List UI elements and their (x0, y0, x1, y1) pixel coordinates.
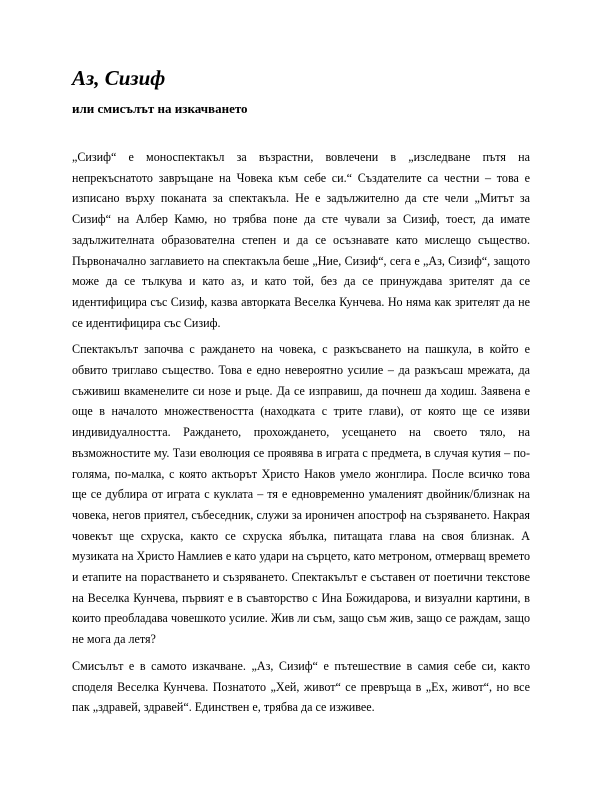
article-title: Аз, Сизиф (72, 66, 166, 90)
document-page (72, 66, 530, 724)
paragraph-conclusion: Смисълът е в самото изкачване. „Аз, Сизиф“ е пътешествие в самия себе си, както споделя Веселка Кунчева. Познатото „Хей, живот“ се превръща в „Ех, живот“, но все пак „здравей, здравей“. Единствен е, трябва да се изживее. (72, 658, 530, 715)
paragraph-performance: Спектакълът започва с раждането на човека, с разкъсването на пашкула, в който е обвито триглаво същество. Това е едно невероятно усилие – да разкъсаш мрежата, да съживиш вкаменелите си нозе и ръце. Да се изправиш, да почнеш да ходиш. Заявена е още в началото множествеността (находката с трите глави), от която ще се изяви индивидуалността. Раждането, прохождането, усещането на своето тяло, на възможностите му. Тази еволюция се проявява в играта с предмета, в случая кутия – по-голяма, по-малка, с която актьорът Христо Наков умело жонглира. После всичко това ще се дублира от играта с куклата – тя е едновременно умаленият двойник/близнак на човека, негов приятел, събеседник, служи за ироничен апостроф на съзряването. Накрая човекът ще схруска, както се схруска ябълка, питащата глава на своя близнак. А музиката на Христо Намлиев е като удари на сърцето, като метроном, отмерващ времето и етапите на порастването и съзряването. Спектакълът е съставен от поетични текстове на Веселка Кунчева, първият е в съавторство с Ина Божидарова, и визуални картини, в които преобладава човешкото усилие. Жив ли съм, защо съм жив, защо се раждам, защо не мога да летя? (72, 342, 530, 647)
article-body (72, 147, 530, 718)
article-subtitle: или смисълът на изкачването (72, 101, 248, 116)
paragraph-intro: „Сизиф“ е моноспектакъл за възрастни, вовлечени в „изследване пътя на непрекъснатото завръщане на Човека към себе си.“ Създателите са честни – това е изписано върху поканата за спектакъла. Не е задължително да сте чели „Митът за Сизиф“ на Албер Камю, но трябва поне да сте чували за Сизиф, тоест, да имате задължителната образователна степен и да се осъзнавате като мислещо същество. Първоначално заглавието на спектакъла беше „Ние, Сизиф“, сега е „Аз, Сизиф“, защото може да се тълкува и като аз, и като той, без да се принуждава зрителят да се идентифицира със Сизиф, казва авторката Веселка Кунчева. Но няма как зрителят да не се идентифицира със Сизиф. (72, 150, 530, 330)
